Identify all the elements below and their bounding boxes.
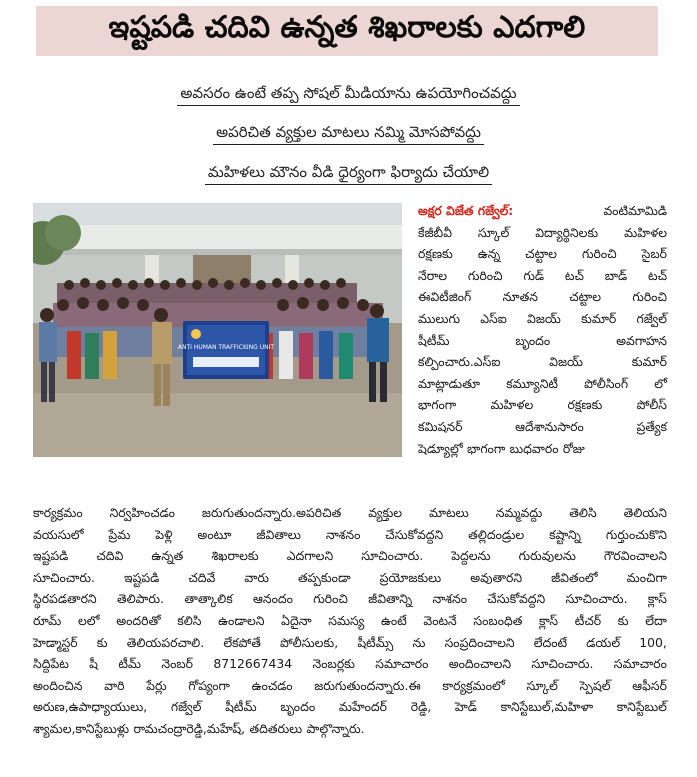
article-word: లేదంటే [533, 634, 568, 650]
article-line [418, 308, 667, 330]
article-word: సమస్య [328, 612, 365, 628]
subheading-2 [0, 123, 697, 145]
article-word: రామచంద్రారెడ్డి,మహేష్, [133, 720, 246, 736]
article-word: విజయ్ [549, 354, 583, 370]
article-word: జరుగుతుందన్నారు.ఈ [314, 677, 421, 693]
article-word: కుమార్ [581, 310, 617, 326]
article-word: నాశనం [325, 526, 361, 542]
article-word: అందించిన [33, 677, 83, 693]
article-line [418, 438, 667, 460]
article-word: మహిళల [624, 224, 667, 240]
article-word: రక్షణకు [418, 246, 453, 262]
article-word: విద్యార్థినిలకు [535, 224, 599, 240]
article-word: 8712667434 [213, 656, 293, 672]
article-word: పెళ్లి [155, 526, 173, 542]
article-word: గజ్వేల్ [636, 310, 667, 326]
article-word: ప్రేమ [108, 526, 131, 542]
article-word: చేసుకోవద్దని [487, 591, 546, 607]
article-line [418, 373, 667, 395]
headline: ఇష్టపడి చదివి ఉన్నత శిఖరాలకు ఎదగాలి [36, 6, 658, 56]
article-line [418, 330, 667, 352]
article-word: రెడ్డి, [410, 699, 432, 715]
article-word: చదివే [188, 569, 216, 585]
article-word: జీవితంలో [551, 569, 598, 585]
article-word: సైబర్ [641, 246, 667, 262]
article-word: అందరితో [116, 612, 161, 628]
article-word: రూమ్ [33, 612, 62, 628]
article-word: కు [96, 634, 108, 650]
article-word: సమాచారం [613, 656, 667, 672]
article-word: టీచర్ [574, 612, 602, 628]
article-word: అందించాలని [448, 656, 512, 672]
article-word: కుమార్ [631, 354, 667, 370]
article-word: జీవితాన్ని [368, 591, 413, 607]
article-word: టీమ్ [118, 656, 142, 672]
article-word: గుడ్ [523, 267, 545, 283]
article-line [418, 416, 667, 438]
article-word: ఉన్నత [151, 548, 184, 564]
subheading-2-text: అపరిచిత వ్యక్తుల మాటలు నమ్మి మోసపోవద్దు [213, 123, 484, 145]
article-word: కల్పించారు.ఎస్ఐ [418, 354, 501, 370]
article-word: మంచిగా [626, 569, 667, 585]
subheading-1-text: అవసరం ఉంటే తప్ప సోషల్ మీడియాను ఉపయోగించవద్దు [177, 84, 519, 106]
article-word: స్కూల్ [477, 224, 510, 240]
article-word: బృందం [280, 699, 316, 715]
article-word: రోజు [562, 440, 585, 456]
article-word: ఉండాలని [218, 612, 265, 628]
article-word: వారు [244, 569, 269, 585]
article-word: నేరాల [418, 267, 448, 283]
article-word: ఆనందం [253, 591, 293, 607]
article-word: పోలీస్ [636, 397, 667, 413]
article-line [33, 632, 667, 654]
article-column [418, 200, 667, 459]
article-word: నాశనం [432, 591, 467, 607]
article-word: కానిస్టేబుల్ [616, 699, 667, 715]
article-line [33, 545, 667, 567]
article-word: షీటీమ్స్ [357, 634, 394, 650]
article-word: వ్యక్తుల [368, 505, 403, 520]
article-word: షీటీమ్ [418, 332, 450, 348]
article-word: కమిషనర్ [418, 418, 463, 434]
article-word: గజ్వేల్ [170, 699, 202, 715]
article-word: ఎదగాలని [286, 548, 334, 564]
article-line [418, 351, 667, 373]
banner-text: ANTI HUMAN TRAFFICKING UNIT [177, 344, 275, 351]
article-word: మాటలు [429, 505, 469, 520]
article-first-line [418, 200, 667, 222]
article-word: సూచించారు. [531, 656, 594, 672]
article-word: నెంబర్లకు [312, 656, 355, 672]
group-photo [33, 203, 402, 457]
group-photo-illustration [33, 203, 402, 457]
article-word: ఇష్టపడి [33, 548, 69, 564]
article-word: గురువులను [518, 548, 576, 564]
article-word: హెడ్మాస్టర్ [33, 634, 78, 650]
article-body [33, 502, 667, 740]
article-word: మాట్లాడుతూ [418, 375, 481, 391]
article-word: పాల్గొన్నారు. [306, 720, 365, 736]
article-word: స్కూల్ [526, 677, 558, 693]
article-word: భాగంగా [467, 440, 506, 456]
article-line [33, 610, 667, 632]
article-line [418, 222, 667, 244]
article-word: తెలిపారు. [116, 591, 165, 607]
article-word: వెంటనే [423, 612, 457, 628]
article-word: చట్టాల [525, 246, 557, 262]
article-word: ఈవిటీజింగ్ [418, 289, 472, 305]
article-line [418, 286, 667, 308]
article-word: శిఖరాలకు [211, 548, 259, 564]
article-word: తెలిసి [569, 505, 597, 520]
article-line [33, 675, 667, 697]
article-word: ఏదైనా [281, 612, 312, 628]
article-line [33, 653, 667, 675]
article-word: లలో [77, 612, 100, 628]
article-word: సమాచారం [375, 656, 429, 672]
article-word: క్లాస్ [539, 612, 559, 628]
article-word: కానిస్టేబుల్,మహిళా [500, 699, 594, 715]
subheading-1 [0, 84, 697, 106]
article-word: ఉన్న [477, 246, 501, 262]
article-line [33, 524, 667, 546]
article-word: ప్రయోజకులు [379, 569, 442, 585]
subheading-3 [0, 163, 697, 185]
article-word: శ్యామల,కానిస్టేబుళ్లు [33, 720, 130, 736]
article-word: నూతన [502, 289, 538, 305]
article-word: సూచించారు. [33, 569, 95, 585]
article-word: బాడ్ [604, 267, 628, 283]
article-word: ను [412, 634, 426, 650]
article-word: జీవితాలు [256, 526, 301, 542]
article-word: సంప్రదించాలని [444, 634, 515, 650]
subheading-3-text: మహిళలు మౌనం వీడి ధైర్యంగా ఫిర్యాదు చేయాలి [205, 163, 492, 185]
article-word: ఉంటే [380, 612, 407, 628]
article-word: తాత్కాలిక [184, 591, 233, 607]
article-word: పేర్లు [146, 677, 167, 693]
article-word: వారి [104, 677, 125, 693]
article-word: లేదా [645, 612, 667, 628]
article-word: గుర్తుంచుకొని [605, 526, 667, 542]
article-word: మహేందర్ [338, 699, 387, 715]
article-word: గురించి [313, 591, 348, 607]
article-word: నిర్వహించడం [109, 505, 175, 520]
article-word: విజయ్ [527, 310, 561, 326]
dateline: అక్షర విజేత గజ్వేల్: [418, 203, 514, 218]
article-word: మహిళల [490, 397, 534, 413]
article-word: నెంబర్ [161, 656, 194, 672]
article-line [33, 502, 667, 524]
article-word: ఆఫీసర్ [632, 677, 667, 693]
article-word: 100, [639, 634, 667, 650]
article-word: పోలీసులకు, [280, 634, 339, 650]
column-lines [418, 222, 667, 460]
article-line [418, 265, 667, 287]
article-word: కమ్యూనిటీ [506, 375, 558, 391]
article-line [33, 718, 667, 740]
article-line [418, 243, 667, 265]
article-word: తెలియపరచాలి. [126, 634, 205, 650]
article-word: ఉంచడం [251, 677, 293, 693]
article-line [33, 567, 667, 589]
article-word: తల్లిదండ్రుల [468, 526, 525, 542]
article-word: అవుతారని [470, 569, 523, 585]
article-word: అరుణ,ఉపాధ్యాయులు, [33, 699, 148, 715]
article-word: సూచించారు. [361, 548, 424, 564]
article-line [33, 588, 667, 610]
article-word: అవగాహన [616, 332, 667, 348]
article-word: ములుగు [418, 310, 460, 326]
article-word: నమ్మవద్దు [495, 505, 543, 520]
article-word: తప్పకుండా [297, 569, 351, 585]
article-word: సిద్దిపేట [33, 656, 69, 672]
article-word: చట్టాల [569, 289, 601, 305]
article-word: ఆదేశానుసారం [515, 418, 584, 434]
article-word: స్థిరపడతారని [33, 591, 97, 607]
article-word: పోలీసింగ్ [584, 375, 629, 391]
awareness-banner [178, 321, 274, 379]
article-line [33, 696, 667, 718]
article-word: కష్టాన్ని [549, 526, 581, 542]
article-word: గురించి [581, 246, 617, 262]
article-word: క్లాస్ [647, 591, 667, 607]
article-word: షెడ్యూల్లో [418, 440, 463, 456]
article-word: అంటూ [197, 526, 232, 542]
article-word: టచ్ [564, 267, 584, 283]
article-word: ఇష్టపడి [124, 569, 160, 585]
article-word: గౌరవించాలని [603, 548, 667, 564]
article-word: రక్షణకు [567, 397, 603, 413]
article-word: చదివి [96, 548, 124, 564]
article-word: గురించి [632, 289, 667, 305]
article-line [418, 394, 667, 416]
article-word: లో [654, 375, 667, 391]
first-line-rest: వంటిమామిడి [603, 203, 667, 218]
article-word: బుధవారం [509, 440, 559, 456]
article-word: వయసులో [33, 526, 84, 542]
article-word: షీ [89, 656, 99, 672]
article-word: టచ్ [648, 267, 667, 283]
article-word: తదితరులు [249, 720, 303, 736]
article-word: జరుగుతుందన్నారు.అపరిచిత [201, 505, 342, 520]
article-word: గురించి [467, 267, 503, 283]
article-word: గోప్యంగా [188, 677, 230, 693]
article-word: స్పెషల్ [579, 677, 611, 693]
article-word: సంబంధిత [473, 612, 523, 628]
article-word: పెద్దలను [451, 548, 491, 564]
article-word: డయల్ [586, 634, 621, 650]
article-word: కార్యక్రమం [33, 505, 83, 520]
article-word: సూచించారు. [565, 591, 628, 607]
article-word: తెలియని [623, 505, 667, 520]
article-word: కార్యక్రమంలో [442, 677, 505, 693]
article-word: ప్రత్యేక [636, 418, 667, 434]
article-word: ఎస్ఐ [480, 310, 507, 326]
article-word: షీటీమ్ [225, 699, 257, 715]
article-word: కేజీబీవీ [418, 224, 452, 240]
article-word: లేకపోతే [223, 634, 261, 650]
article-word: కు [617, 612, 629, 628]
article-word: భాగంగా [418, 397, 457, 413]
article-word: చేసుకోవద్దని [385, 526, 444, 542]
article-word: కలిసి [177, 612, 202, 628]
article-word: హెడ్ [454, 699, 477, 715]
article-word: బృందం [515, 332, 551, 348]
